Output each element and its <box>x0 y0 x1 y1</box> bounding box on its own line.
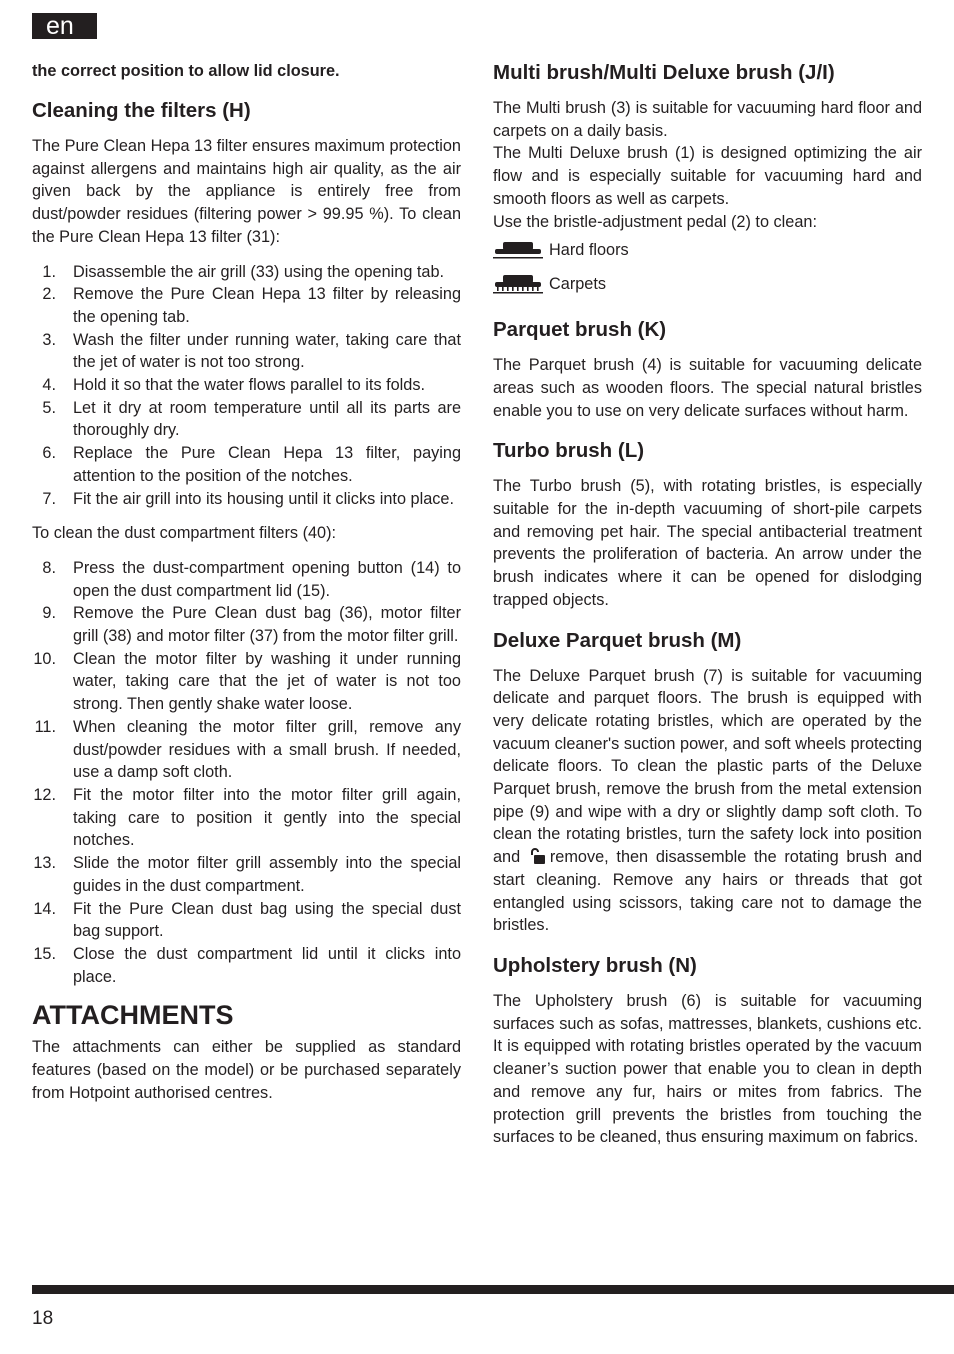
section-title-upholstery-brush: Upholstery brush (N) <box>493 953 697 977</box>
list-item-text: Fit the air grill into its housing until it clicks into place. <box>73 489 454 508</box>
list-item <box>32 716 461 784</box>
unlock-icon <box>528 847 546 865</box>
list-item-text: Wash the filter under running water, taking care that the jet of water is not too strong. <box>73 330 461 372</box>
list-item-text: Hold it so that the water flows parallel to its folds. <box>73 376 426 395</box>
section-title-attachments: ATTACHMENTS <box>32 1000 234 1031</box>
list-item <box>32 442 461 487</box>
list-item <box>32 852 461 897</box>
list-item <box>32 374 461 397</box>
list-item <box>32 329 461 374</box>
list-item <box>32 557 461 602</box>
list-item-number: 11. <box>34 717 56 736</box>
list-item <box>32 283 461 328</box>
pedal-label-hard-floors: Hard floors <box>549 240 629 259</box>
list-item <box>32 261 461 284</box>
list-item-number: 13. <box>33 854 56 873</box>
list-item-number: 2. <box>42 285 56 304</box>
list-item-number: 6. <box>42 444 56 463</box>
pedal-option-carpets <box>493 267 922 301</box>
filter-steps-list <box>32 261 461 511</box>
filters-paragraph: The Pure Clean Hepa 13 filter ensures maximum protection against allergens and maintains high air quality, as the air given back by the appliance is entirely free from dust/powder residues (filtering power > 99.95 %). To clean the Pure Clean Hepa 13 filter (31): <box>32 137 461 246</box>
multi-brush-paragraph-1: The Multi brush (3) is suitable for vacuuming hard floor and carpets on a daily basis. <box>493 99 922 140</box>
list-item-number: 8. <box>42 558 56 577</box>
list-item-number: 4. <box>42 376 56 395</box>
list-item-number: 1. <box>42 262 56 281</box>
pedal-option-hard-floors <box>493 233 922 267</box>
continued-text: the correct position to allow lid closure. <box>32 62 340 80</box>
list-item-text: Replace the Pure Clean Hepa 13 filter, paying attention to the position of the notches. <box>73 444 461 485</box>
list-item-number: 5. <box>42 398 56 417</box>
list-item <box>32 397 461 442</box>
footer-rule <box>32 1285 954 1294</box>
upholstery-paragraph: The Upholstery brush (6) is suitable for vacuuming surfaces such as sofas, mattresses, blankets, cushions etc. It is equipped with rotating bristles operated by the vacuum cleaner’s suction power that enable you to clean in depth and remove any fur, hairs or mites from fabrics. The protection grill prevents the bristles from touching the surfaces to be cleaned, thus ensuring maximum on fabrics. <box>493 991 922 1147</box>
hard-floor-pedal-icon <box>493 239 543 261</box>
parquet-paragraph: The Parquet brush (4) is suitable for vacuuming delicate areas such as wooden floors. The special natural bristles enable you to use on very delicate surfaces without harm. <box>493 356 922 420</box>
dust-filters-intro: To clean the dust compartment filters (40): <box>32 524 337 543</box>
list-item-number: 14. <box>33 899 56 918</box>
page-number: 18 <box>32 1308 54 1329</box>
list-item-text: Slide the motor filter grill assembly into the special guides in the dust compartment. <box>73 854 461 895</box>
section-title-cleaning-filters: Cleaning the filters (H) <box>32 99 251 122</box>
list-item-number: 7. <box>42 489 56 508</box>
deluxe-text-part-1: The Deluxe Parquet brush (7) is suitable for vacuuming delicate and parquet floors. The brush is equipped with very delicate rotating bristles, which are operated by the vacuum cleaner's suction power, and soft wheels protecting delicate floors. To clean the plastic parts of the Deluxe Parquet brush, remove the brush from the metal extension pipe (9) and wipe with a dry or slightly damp soft cloth. To clean the rotating bristles, turn the safety lock into position and <box>493 666 922 867</box>
left-column <box>32 60 461 1104</box>
list-item-text: Remove the Pure Clean dust bag (36), motor filter grill (38) and motor filter (37) from the motor filter grill. <box>73 604 461 646</box>
list-item-number: 9. <box>42 604 56 623</box>
list-item-text: Clean the motor filter by washing it under running water, taking care that the jet of water is not too strong. Then gently shake water loose. <box>73 649 461 714</box>
section-title-multi-brush: Multi brush/Multi Deluxe brush (J/I) <box>493 61 835 84</box>
attachments-paragraph: The attachments can either be supplied as standard features (based on the model) or be purchased separately from Hotpoint authorised centres. <box>32 1038 461 1102</box>
list-item-number: 3. <box>42 330 56 349</box>
list-item <box>32 943 461 988</box>
section-title-parquet-brush: Parquet brush (K) <box>493 318 667 342</box>
list-item-number: 12. <box>33 785 56 804</box>
list-item <box>32 602 461 647</box>
list-item-number: 15. <box>33 944 56 963</box>
list-item <box>32 898 461 943</box>
list-item-number: 10. <box>33 649 56 668</box>
multi-brush-paragraph-2: The Multi Deluxe brush (1) is designed optimizing the air flow and is especially suitable for vacuuming hard and smooth floors as well as carpets. <box>493 144 922 208</box>
section-title-deluxe-parquet: Deluxe Parquet brush (M) <box>493 628 742 652</box>
list-item-text: Press the dust-compartment opening button (14) to open the dust compartment lid (15). <box>73 558 461 600</box>
list-item-text: Fit the motor filter into the motor filter grill again, taking care to position it gently into the special notches. <box>73 785 461 850</box>
right-column <box>493 60 922 1149</box>
turbo-paragraph: The Turbo brush (5), with rotating bristles, is especially suitable for the in-depth vacuuming of short-pile carpets and removing pet hair. The special antibacterial treatment prevents the proliferation of bacteria. An arrow under the brush indicates where it can be opened for dislodging trapped objects. <box>493 477 922 609</box>
multi-brush-paragraph-3: Use the bristle-adjustment pedal (2) to clean: <box>493 212 817 231</box>
list-item-text: Disassemble the air grill (33) using the opening tab. <box>73 262 445 281</box>
list-item-text: Fit the Pure Clean dust bag using the special dust bag support. <box>73 899 461 941</box>
list-item <box>32 488 461 511</box>
dust-steps-list <box>32 557 461 988</box>
deluxe-parquet-paragraph <box>493 665 922 937</box>
section-title-turbo-brush: Turbo brush (L) <box>493 439 645 463</box>
carpet-pedal-icon <box>493 273 543 295</box>
list-item <box>32 648 461 716</box>
list-item-text: Let it dry at room temperature until all its parts are thoroughly dry. <box>73 398 461 440</box>
pedal-label-carpets: Carpets <box>549 274 607 293</box>
list-item-text: Close the dust compartment lid until it clicks into place. <box>73 944 461 986</box>
list-item <box>32 784 461 852</box>
language-badge: en <box>32 13 97 39</box>
list-item-text: Remove the Pure Clean Hepa 13 filter by releasing the opening tab. <box>73 285 461 326</box>
list-item-text: When cleaning the motor filter grill, remove any dust/powder residues with a small brush. If needed, use a damp soft cloth. <box>73 717 461 782</box>
deluxe-text-part-2: remove, then disassemble the rotating brush and start cleaning. Remove any hairs or threads that got entangled using scissors, taking care not to damage the bristles. <box>493 848 922 935</box>
